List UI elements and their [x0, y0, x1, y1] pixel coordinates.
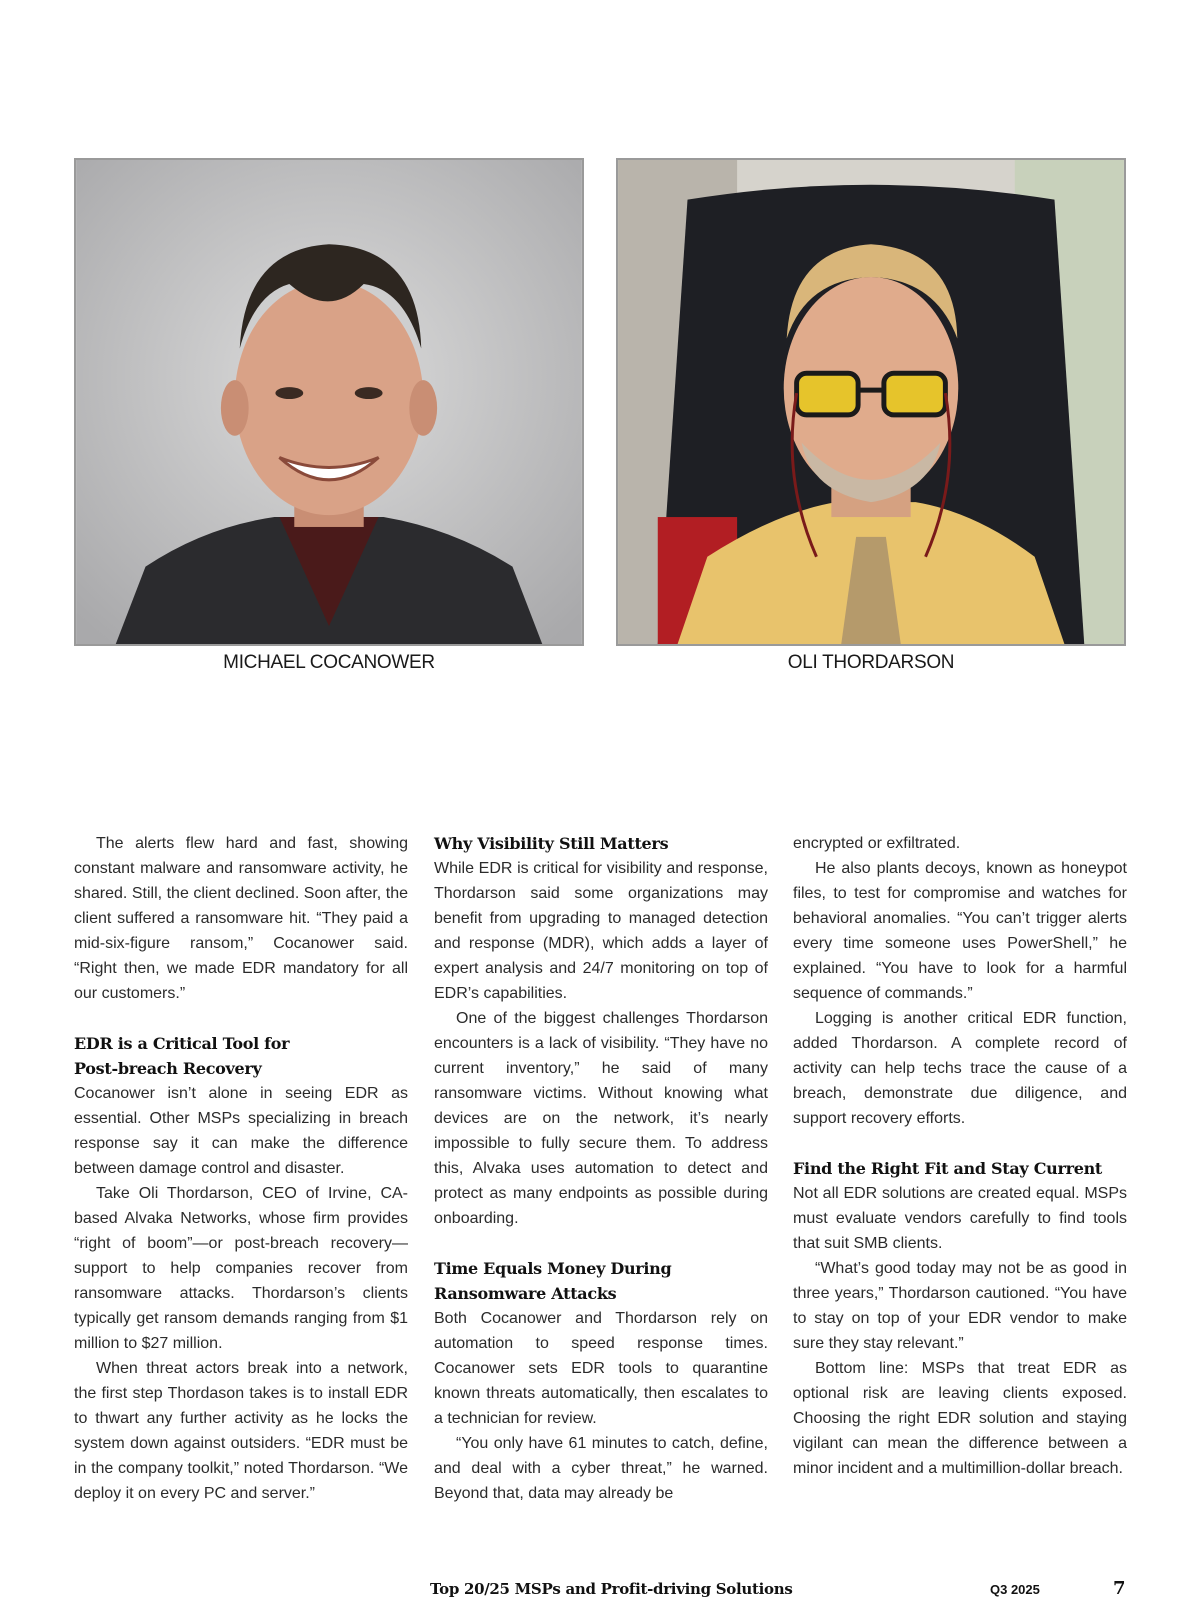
paragraph: Bottom line: MSPs that treat EDR as optional risk are leaving clients exposed. Choosing the right EDR solution and staying vigilant can mean the difference between a minor incident and a multimillion-dollar breach. — [793, 1360, 1127, 1477]
portrait-oli-thordarson — [616, 158, 1126, 646]
paragraph: When threat actors break into a network, the first step Thordason takes is to install EDR to thwart any further activity as he locks the system down against outsiders. “EDR must be in the company toolkit,” noted Thordarson. “We deploy it on every PC and server.” — [74, 1360, 408, 1502]
issue-label: Q3 2025 — [990, 1582, 1040, 1597]
section-heading: Find the Right Fit and Stay Current — [793, 1159, 1103, 1178]
paragraph: Take Oli Thordarson, CEO of Irvine, CA-based Alvaka Networks, whose firm provides “right of boom”—or post-breach recovery—support to help companies recover from ransomware attacks. Thordarson’s clients typically get ransom demands ranging from $1 million to $27 million. — [74, 1185, 408, 1352]
portrait-michael-cocanower — [74, 158, 584, 646]
paragraph: Not all EDR solutions are created equal. MSPs must evaluate vendors carefully to find tools that suit SMB clients. — [793, 1185, 1127, 1252]
paragraph: He also plants decoys, known as honeypot files, to test for compromise and watches for behavioral anomalies. “You can’t trigger alerts every time someone uses PowerShell,” he explained. “You have to look for a harmful sequence of commands.” — [793, 860, 1127, 1002]
section-heading: Why Visibility Still Matters — [434, 834, 669, 853]
portrait-illustration — [76, 160, 582, 644]
paragraph: While EDR is critical for visibility and response, Thordarson said some organizations may benefit from upgrading to managed detection and response (MDR), which adds a layer of expert analysis and 24/7 monitoring on top of EDR’s capabilities. — [434, 860, 768, 1002]
article-column-2 — [434, 831, 768, 1506]
paragraph: Both Cocanower and Thordarson rely on automation to speed response times. Cocanower sets EDR tools to quarantine known threats automatically, then escalates to a technician for review. — [434, 1310, 768, 1427]
article-column-1 — [74, 831, 408, 1506]
photo-caption-left: MICHAEL COCANOWER — [223, 652, 435, 673]
paragraph: The alerts flew hard and fast, showing constant malware and ransomware activity, he shared. Still, the client declined. Soon after, the client suffered a ransomware hit. “They paid a mid-six-figure ransom,” Cocanower said. “Right then, we made EDR mandatory for all our customers.” — [74, 835, 408, 1002]
article-column-3 — [793, 831, 1127, 1481]
page-footer — [0, 1580, 1200, 1610]
paragraph: “What’s good today may not be as good in three years,” Thordarson cautioned. “You have to stay on top of your EDR vendor to make sure they stay relevant.” — [793, 1260, 1127, 1352]
section-heading — [74, 1031, 408, 1081]
paragraph: Logging is another critical EDR function, added Thordarson. A complete record of activity can help techs trace the cause of a breach, demonstrate due diligence, and support recovery efforts. — [793, 1010, 1127, 1127]
paragraph: “You only have 61 minutes to catch, define, and deal with a cyber threat,” he warned. Beyond that, data may already be — [434, 1435, 768, 1502]
paragraph: Cocanower isn’t alone in seeing EDR as essential. Other MSPs specializing in breach response say it can make the difference between damage control and disaster. — [74, 1085, 408, 1177]
paragraph: One of the biggest challenges Thordarson encounters is a lack of visibility. “They have no current inventory,” he said of many ransomware victims. Without knowing what devices are on the network, it’s nearly impossible to fully secure them. To address this, Alvaka uses automation to detect and protect as many endpoints as possible during onboarding. — [434, 1010, 768, 1227]
heading-line: EDR is a Critical Tool for — [74, 1034, 290, 1053]
section-heading — [434, 1256, 768, 1306]
paragraph: encrypted or exfiltrated. — [793, 835, 961, 852]
photo-caption-right: OLI THORDARSON — [787, 652, 955, 673]
portrait-illustration — [618, 160, 1124, 644]
heading-line: Post-breach Recovery — [74, 1059, 262, 1078]
heading-line: Ransomware Attacks — [434, 1284, 617, 1303]
page-number: 7 — [1113, 1578, 1126, 1599]
publication-title: Top 20/25 MSPs and Profit-driving Solutions — [430, 1580, 793, 1598]
heading-line: Time Equals Money During — [434, 1259, 672, 1278]
